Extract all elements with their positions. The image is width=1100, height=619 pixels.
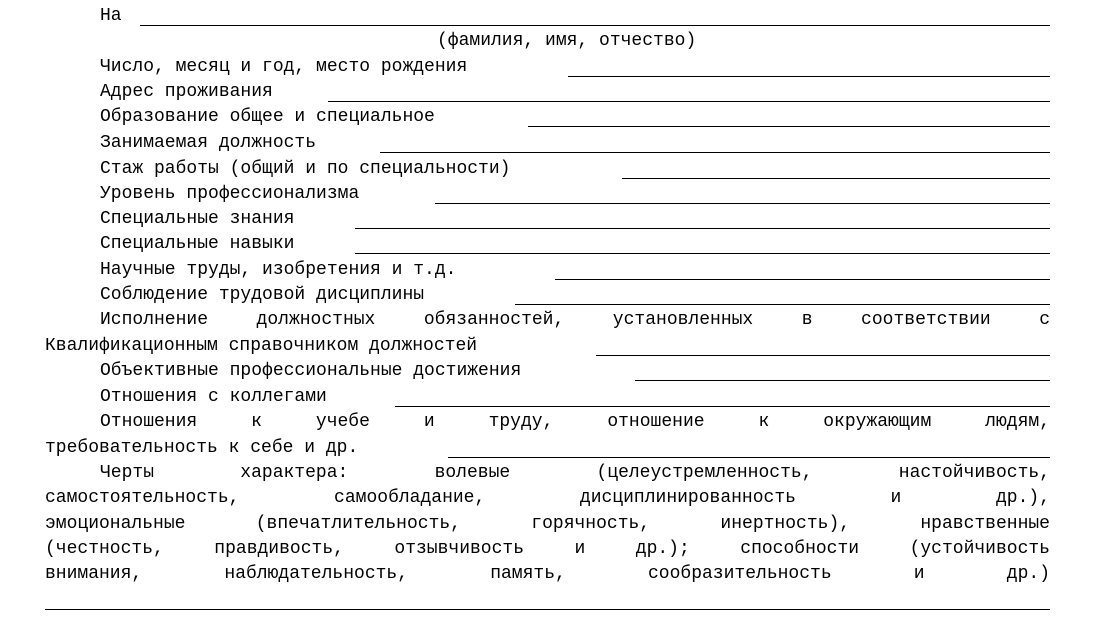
scientific-fill-line[interactable] (555, 279, 1050, 280)
attitude-text-line-2: требовательность к себе и др. (45, 438, 359, 458)
special-skills-row (0, 232, 1100, 257)
traits-text-line-3: эмоциональные (впечатлительность, горячность, инертность), нравственные (45, 514, 1050, 534)
scientific-label: Научные труды, изобретения и т.д. (100, 260, 457, 280)
duties-text-line-1: Исполнение должностных обязанностей, установленных в соответствии с (100, 310, 1050, 330)
traits-text-line-1: Черты характера: волевые (целеустремленность, настойчивость, (100, 463, 1050, 483)
colleagues-row (0, 385, 1100, 410)
special-knowledge-fill-line[interactable] (355, 228, 1050, 229)
duties-fill-line[interactable] (596, 355, 1050, 356)
traits-text-line-5: внимания, наблюдательность, память, сообразительность и др.) (45, 564, 1050, 584)
position-row (0, 131, 1100, 156)
traits-row-3 (0, 512, 1100, 537)
address-label: Адрес проживания (100, 82, 273, 102)
education-fill-line[interactable] (528, 126, 1050, 127)
position-label: Занимаемая должность (100, 133, 317, 153)
colleagues-label: Отношения с коллегами (100, 387, 327, 407)
prof-level-fill-line[interactable] (435, 203, 1050, 204)
duties-text-line-2: Квалификационным справочником должностей (45, 336, 478, 356)
recipient-row (0, 4, 1100, 29)
achievements-fill-line[interactable] (635, 380, 1050, 381)
traits-text-line-2: самостоятельность, самообладание, дисциплинированность и др.), (45, 488, 1050, 508)
special-knowledge-row (0, 207, 1100, 232)
discipline-label: Соблюдение трудовой дисциплины (100, 285, 425, 305)
scientific-row (0, 258, 1100, 283)
experience-row (0, 157, 1100, 182)
experience-label: Стаж работы (общий и по специальности) (100, 159, 511, 179)
fio-caption: (фамилия, имя, отчество) (437, 31, 697, 51)
prof-level-label: Уровень профессионализма (100, 184, 360, 204)
traits-text-line-4: (честность, правдивость, отзывчивость и др.); способности (устойчивость (45, 539, 1050, 559)
prof-level-row (0, 182, 1100, 207)
attitude-row-2 (0, 436, 1100, 461)
discipline-row (0, 283, 1100, 308)
duties-row-2 (0, 334, 1100, 359)
achievements-row (0, 359, 1100, 384)
education-row (0, 105, 1100, 130)
address-fill-line[interactable] (328, 101, 1050, 102)
special-skills-label: Специальные навыки (100, 234, 295, 254)
na-label: На (100, 6, 122, 26)
address-row (0, 80, 1100, 105)
duties-row-1 (0, 308, 1100, 333)
traits-fill-line[interactable] (45, 609, 1050, 610)
traits-fill-row (0, 588, 1100, 613)
discipline-fill-line[interactable] (515, 304, 1050, 305)
attitude-text-line-1: Отношения к учебе и труду, отношение к окружающим людям, (100, 412, 1050, 432)
birth-fill-line[interactable] (568, 76, 1050, 77)
attitude-row-1 (0, 410, 1100, 435)
traits-row-5 (0, 562, 1100, 587)
traits-row-4 (0, 537, 1100, 562)
recipient-fill-line[interactable] (140, 25, 1050, 26)
special-knowledge-label: Специальные знания (100, 209, 295, 229)
position-fill-line[interactable] (380, 152, 1050, 153)
attitude-fill-line[interactable] (448, 457, 1050, 458)
experience-fill-line[interactable] (622, 178, 1050, 179)
special-skills-fill-line[interactable] (355, 253, 1050, 254)
achievements-label: Объективные профессиональные достижения (100, 361, 522, 381)
colleagues-fill-line[interactable] (395, 406, 1050, 407)
traits-row-1 (0, 461, 1100, 486)
birth-row (0, 55, 1100, 80)
education-label: Образование общее и специальное (100, 107, 435, 127)
traits-row-2 (0, 486, 1100, 511)
birth-label: Число, месяц и год, место рождения (100, 57, 468, 77)
